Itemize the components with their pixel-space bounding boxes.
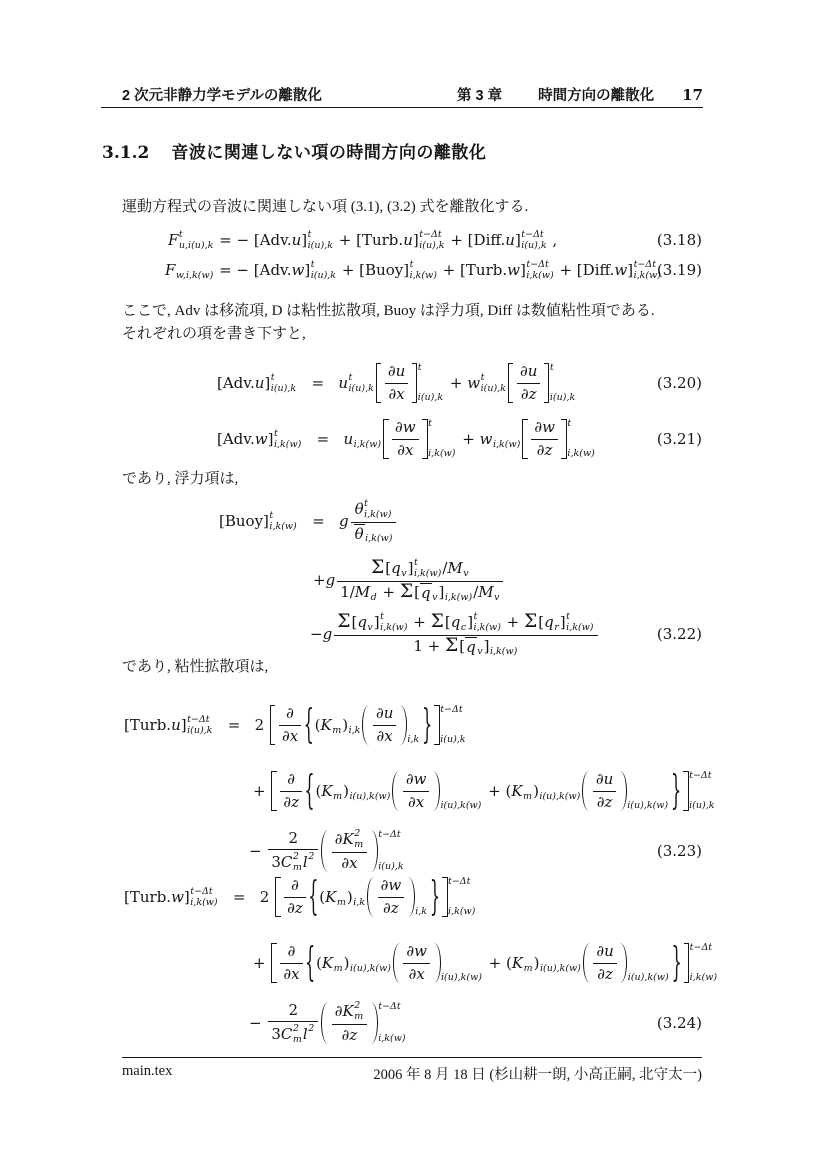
equation-line: [Adv. w ] t i,k(w) = u i,k(w) ∂w ∂x t i,k(w) + w i,k(w) ∂w ∂z t i,k(w) (3.21) (217, 418, 702, 459)
header-chapter-title: 時間方向の離散化 (538, 88, 655, 104)
equation-line: + ∂ ∂z { ( K m ) i(u),k(w) ∂w ∂x i(u),k(w) + ( K m ) i(u),k(w) ∂u ∂z i(u),k(w) } t−Δt i(u),k (253, 765, 715, 814)
page-number: 17 (682, 86, 703, 104)
equation-line: − 2 3 C 2 m l 2 ∂K 2 m ∂x t−Δt i(u),k (3.23) (249, 828, 702, 873)
equation-number: (3.22) (656, 625, 702, 643)
equation-3.20-3.21 (122, 358, 702, 470)
paragraph-intro: 運動方程式の音波に関連しない項 (3.1), (3.2) 式を離散化する. (122, 199, 529, 215)
paragraph-viscous: であり, 粘性拡散項は, (122, 659, 269, 675)
section-title: 音波に関連しない項の時間方向の離散化 (171, 143, 487, 162)
equation-number: (3.18) (656, 231, 702, 249)
paragraph-terms-line2: それぞれの項を書き下すと, (122, 326, 306, 342)
equation-number: (3.23) (656, 842, 702, 860)
equation-number: (3.24) (656, 1014, 702, 1032)
equation-line: [Turb. w ] t−Δt i,k(w) = 2 ∂ ∂z { ( K m ) i,k ∂w ∂z i,k } t−Δt i,k(w) (124, 871, 476, 920)
equation-line: [Adv. u ] t i(u),k = u t i(u),k ∂u ∂x t i(u),k + w t i(u),k ∂u ∂z t i(u),k (3.20) (217, 362, 702, 403)
equation-number: (3.19) (656, 261, 702, 279)
page-footer (122, 1063, 702, 1084)
paragraph-buoyancy: であり, 浮力項は, (122, 471, 239, 487)
footer-filename: main.tex (122, 1063, 173, 1079)
header-left-title: 2 次元非静力学モデルの離散化 (122, 88, 322, 104)
equation-line: − 2 3 C 2 m l 2 ∂K 2 m ∂z t−Δt i,k(w) (3.24) (249, 1000, 702, 1045)
header-chapter: 第 3 章 (457, 88, 503, 104)
page-header (101, 84, 703, 105)
equation-line: − g Σ [ q v ] t i,k(w) + Σ [ q c ] t i,k(w) + Σ [ q r ] t i,k(w) 1 + Σ [ q v ] i,k(w) (3.22) (310, 611, 702, 657)
paragraph-terms (122, 300, 704, 346)
equation-line: + g Σ [ q v ] t i,k(w) / M v 1/ M d + Σ [ q v ] i,k(w) / M v (313, 551, 702, 609)
footer-rule (122, 1057, 702, 1058)
equation-line: + ∂ ∂x { ( K m ) i(u),k(w) ∂w ∂x i(u),k(w) + ( K m ) i(u),k(w) ∂u ∂z i(u),k(w) } t−Δt i,k(w) (253, 937, 718, 986)
section-number: 3.1.2 (102, 143, 150, 163)
equation-line: F w,i,k(w) = − [ Adv. w ] t i(u),k + [ Buoy] t i,k(w) + [ Turb. w ] t−Δt i,k(w) + [ Diff. w ] t−Δt i,k(w) (3.19) (165, 258, 702, 281)
equation-line: F t u,i(u),k = − [ Adv. u ] t i(u),k + [ Turb. u ] t−Δt i(u),k + [ Diff. u ] t−Δt i(u),k , (3.18) (168, 228, 702, 251)
equation-number: (3.20) (656, 374, 702, 392)
section-heading (102, 138, 486, 163)
paragraph-terms-line1: ここで, Adv は移流項, D は粘性拡散項, Buoy は浮力項, Diff は数値粘性項である. (122, 303, 655, 319)
equation-3.22 (122, 495, 702, 657)
header-rule (101, 107, 703, 108)
footer-date-authors: 2006 年 8 月 18 日 (杉山耕一朗, 小高正嗣, 北守太一) (373, 1067, 702, 1083)
equation-line: [Turb. u ] t−Δt i(u),k = 2 ∂ ∂x { ( K m ) i,k ∂u ∂x i,k } t−Δt i(u),k (124, 699, 466, 748)
equation-3.18-3.19 (122, 226, 702, 286)
equation-3.23 (122, 694, 715, 874)
equation-3.24 (122, 866, 718, 1046)
equation-line: [Buoy] t i,k(w) = g θ t i,k(w) θ i,k(w) (219, 495, 702, 547)
equation-number: (3.21) (656, 430, 702, 448)
